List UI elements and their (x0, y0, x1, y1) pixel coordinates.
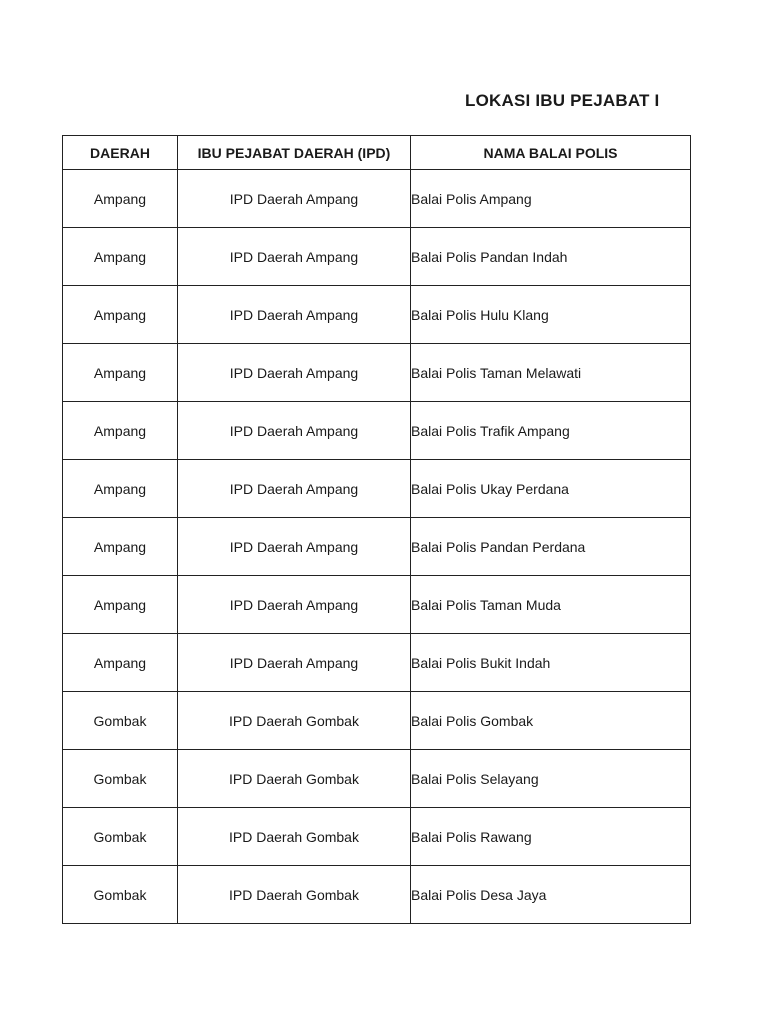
table-row (63, 460, 691, 518)
cell-ipd: IPD Daerah Ampang (178, 460, 411, 518)
cell-ipd: IPD Daerah Ampang (178, 518, 411, 576)
cell-ipd: IPD Daerah Gombak (178, 866, 411, 924)
cell-ipd: IPD Daerah Ampang (178, 170, 411, 228)
cell-ipd: IPD Daerah Ampang (178, 634, 411, 692)
cell-daerah: Ampang (63, 576, 178, 634)
table-row (63, 170, 691, 228)
cell-balai-polis: Balai Polis Gombak (411, 692, 691, 750)
cell-balai-polis: Balai Polis Ampang (411, 170, 691, 228)
header-ibu-pejabat-daerah: IBU PEJABAT DAERAH (IPD) (178, 136, 411, 170)
table-header-row (63, 136, 691, 170)
cell-balai-polis: Balai Polis Pandan Perdana (411, 518, 691, 576)
cell-daerah: Gombak (63, 866, 178, 924)
cell-ipd: IPD Daerah Ampang (178, 344, 411, 402)
cell-balai-polis: Balai Polis Desa Jaya (411, 866, 691, 924)
cell-daerah: Ampang (63, 228, 178, 286)
cell-daerah: Gombak (63, 692, 178, 750)
cell-balai-polis: Balai Polis Pandan Indah (411, 228, 691, 286)
cell-daerah: Gombak (63, 808, 178, 866)
table-row (63, 286, 691, 344)
cell-daerah: Gombak (63, 750, 178, 808)
header-nama-balai-polis: NAMA BALAI POLIS (411, 136, 691, 170)
table-row (63, 692, 691, 750)
table-row (63, 808, 691, 866)
table-row (63, 634, 691, 692)
cell-balai-polis: Balai Polis Selayang (411, 750, 691, 808)
cell-daerah: Ampang (63, 344, 178, 402)
cell-ipd: IPD Daerah Ampang (178, 402, 411, 460)
cell-ipd: IPD Daerah Gombak (178, 808, 411, 866)
cell-balai-polis: Balai Polis Ukay Perdana (411, 460, 691, 518)
cell-balai-polis: Balai Polis Taman Muda (411, 576, 691, 634)
header-daerah: DAERAH (63, 136, 178, 170)
cell-balai-polis: Balai Polis Taman Melawati (411, 344, 691, 402)
table-row (63, 402, 691, 460)
police-station-table (62, 135, 691, 924)
cell-ipd: IPD Daerah Ampang (178, 286, 411, 344)
cell-balai-polis: Balai Polis Hulu Klang (411, 286, 691, 344)
cell-daerah: Ampang (63, 286, 178, 344)
table-row (63, 228, 691, 286)
cell-balai-polis: Balai Polis Trafik Ampang (411, 402, 691, 460)
cell-balai-polis: Balai Polis Bukit Indah (411, 634, 691, 692)
cell-daerah: Ampang (63, 518, 178, 576)
cell-daerah: Ampang (63, 170, 178, 228)
cell-ipd: IPD Daerah Ampang (178, 228, 411, 286)
table-row (63, 866, 691, 924)
page-title: LOKASI IBU PEJABAT I (465, 91, 660, 110)
cell-ipd: IPD Daerah Gombak (178, 750, 411, 808)
cell-balai-polis: Balai Polis Rawang (411, 808, 691, 866)
table-row (63, 750, 691, 808)
cell-daerah: Ampang (63, 402, 178, 460)
cell-ipd: IPD Daerah Ampang (178, 576, 411, 634)
table-row (63, 344, 691, 402)
cell-daerah: Ampang (63, 460, 178, 518)
table-row (63, 518, 691, 576)
cell-daerah: Ampang (63, 634, 178, 692)
cell-ipd: IPD Daerah Gombak (178, 692, 411, 750)
table-row (63, 576, 691, 634)
